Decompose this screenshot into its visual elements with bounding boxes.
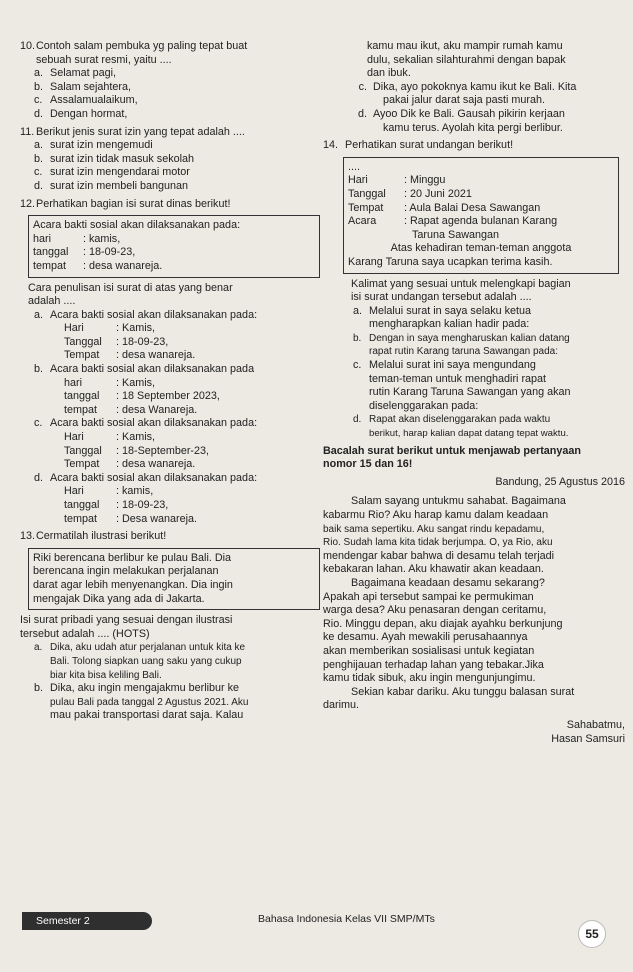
option-d[interactable]: d. Rapat akan diselenggarakan pada waktu berikut, harap kalian dapat datang tepat waktu. (353, 414, 569, 440)
option-b[interactable]: Salam sejahtera, (50, 80, 132, 93)
option-a[interactable]: surat izin mengemudi (50, 139, 153, 152)
option-a[interactable]: a. Acara bakti sosial akan dilaksanakan pada: Hari : Kamis, Tanggal : 18-09-23, Tempat : desa wanareja. (34, 308, 258, 362)
illustration-box: Riki berencana berlibur ke pulau Bali. Dia berencana ingin melakukan perjalanan darat agar lebih menyenangkan. Dia ingin mengajak Dika yang ada di Jakarta. (28, 548, 320, 610)
option-d[interactable]: Dengan hormat, (50, 107, 128, 120)
question-12: 12.Perhatikan bagian isi surat dinas berikut! Acara bakti sosial akan dilaksanakan pada: hari : kamis, tanggal : 18-09-23, tempat : desa wanareja. Cara penulisan isi surat di atas yang benar adalah .... a. Acara bakti sosial akan dilaksanakan pada: Hari : Kamis, Tanggal : 18-09-23, Tempat : desa wanareja. b. Acara bakti sosial akan dilaksanakan pada hari : Kamis, tanggal : 18 September 2023, tempat : desa Wanareja. c. Acara bakti sosial akan dilaksanakan pada: Hari : Kamis, Tanggal : 18-September-23, Tempat : desa wanareja. d. Acara bakti sosial akan dilaksanakan pada: Hari : kamis, tanggal : 18-09-23, tempat : Desa wanareja. (20, 198, 320, 527)
option-c[interactable]: Assalamualaikum, (50, 94, 138, 107)
option-c[interactable]: surat izin mengendarai motor (50, 166, 190, 179)
book-title: Bahasa Indonesia Kelas VII SMP/MTs (258, 913, 435, 925)
closing: Sahabatmu, (566, 718, 625, 731)
option-d[interactable]: d. Acara bakti sosial akan dilaksanakan pada: Hari : kamis, tanggal : 18-09-23, tempat : Desa wanareja. (34, 471, 258, 525)
q13-option-d[interactable]: d. Ayoo Dik ke Bali. Gausah pikirin kerjaan kamu terus. Ayolah kita pergi berlibur. (357, 107, 565, 134)
option-a[interactable]: a. Melalui surat in saya selaku ketua mengharapkan kalian hadir pada: (353, 304, 532, 331)
place-date: Bandung, 25 Agustus 2016 (495, 475, 625, 488)
question-10: 10.Contoh salam pembuka yg paling tepat buat sebuah surat resmi, yaitu .... a. Selamat pagi, b. Salam sejahtera, c. Assalamualaikum, d. Dengan hormat, (20, 40, 248, 120)
option-a[interactable]: Selamat pagi, (50, 67, 117, 80)
reading-passage: Bacalah surat berikut untuk menjawab pertanyaan nomor 15 dan 16! Bandung, 25 Agustus 2016 Salam sayang untukmu sahabat. Bagaimana kabarmu Rio? Aku harap kamu dalam keadaan baik sama sepertiku. Aku sangat rindu kepadamu, Rio. Sudah lama kita tidak berjumpa. O, ya Rio, aku mendengar kabar bahwa di desamu telah terjadi kebakaran lahan. Aku khawatir akan keadaan. Bagaimana keadaan desamu sekarang? Apakah api tersebut sampai ke permukiman warga desa? Aku penasaran dengan ceritamu, Rio. Minggu depan, aku diajak ayahku berkunjung ke desamu. Ayah mewakili perusahaannya akan memberikan sosialisasi untuk kegiatan penghijauan terhadap lahan yang tebakar.Jika kamu tidak sibuk, aku ingin mengunjungimu. Sekian kabar dariku. Aku tunggu balasan surat darimu. Sahabatmu, Hasan Samsuri (323, 444, 625, 745)
question-13: 13.Cermatilah ilustrasi berikut! Riki berencana berlibur ke pulau Bali. Dia berencana ingin melakukan perjalanan darat agar lebih menyenangkan. Dia ingin mengajak Dika yang ada di Jakarta. Isi surat pribadi yang sesuai dengan ilustrasi tersebut adalah .... (HOTS) a. Dika, aku udah atur perjalanan untuk kita ke Bali. Tolong siapkan uang saku yang cukup biar kita bisa keliling Bali. b. Dika, aku ingin mengajakmu berlibur ke pulau Bali pada tanggal 2 Agustus 2021. Aku mau pakai transportasi darat saja. Kalau (20, 530, 320, 723)
left-column (20, 40, 320, 723)
q13-option-b-continued[interactable]: kamu mau ikut, aku mampir rumah kamu dulu, sekalian silahturahmi dengan bapak dan ibuk. (367, 40, 566, 80)
question-14: 14. Perhatikan surat undangan berikut! .... Hari : Minggu Tanggal : 20 Juni 2021 Tempat : Aula Balai Desa Sawangan Acara : Rapat agenda bulanan Karang Taruna Sawangan Atas kehadiran teman-teman anggota Karang Taruna saya ucapkan terima kasih. Kalimat yang sesuai untuk melengkapi bagian isi surat undangan tersebut adalah .... a. Melalui surat in saya selaku ketua mengharapkan kalian hadir pada: b. Dengan in saya mengharuskan kalian datang rapat rutin Karang taruna Sawangan pada: c. Melalui surat ini saya mengundang teman-teman untuk menghadiri rapat rutin Karang Taruna Sawangan yang akan diselenggarakan pada: d. Rapat akan diselenggarakan pada waktu berikut, harap kalian dapat datang tepat waktu. (323, 139, 625, 440)
instruction: Bacalah surat berikut untuk menjawab pertanyaan (323, 444, 582, 457)
q13-option-c[interactable]: c. Dika, ayo pokoknya kamu ikut ke Bali. Kita pakai jalur darat saja pasti murah. (358, 80, 577, 107)
paragraph-1: Salam sayang untukmu sahabat. Bagaimana kabarmu Rio? Aku harap kamu dalam keadaan baik sama sepertiku. Aku sangat rindu kepadamu, Rio. Sudah lama kita tidak berjumpa. O, ya Rio, aku mendengar kabar bahwa di desamu telah terjadi kebakaran lahan. Aku khawatir akan keadaan. (323, 495, 566, 576)
option-b[interactable]: surat izin tidak masuk sekolah (50, 152, 195, 165)
option-b[interactable]: b. Dika, aku ingin mengajakmu berlibur ke pulau Bali pada tanggal 2 Agustus 2021. Aku mau pakai transportasi darat saja. Kalau (34, 682, 249, 722)
option-a[interactable]: a. Dika, aku udah atur perjalanan untuk kita ke Bali. Tolong siapkan uang saku yang cukup biar kita bisa keliling Bali. (34, 642, 246, 681)
right-column (323, 40, 625, 746)
option-c[interactable]: c. Acara bakti sosial akan dilaksanakan pada: Hari : Kamis, Tanggal : 18-September-23, Tempat : desa wanareja. (34, 417, 258, 471)
letter-excerpt-box: Acara bakti sosial akan dilaksanakan pada: hari : kamis, tanggal : 18-09-23, tempat : desa wanareja. (28, 215, 320, 277)
semester-tab: Semester 2 (22, 912, 152, 930)
sender: Hasan Samsuri (551, 732, 625, 745)
option-b[interactable]: b. Dengan in saya mengharuskan kalian datang rapat rutin Karang taruna Sawangan pada: (353, 332, 570, 358)
option-b[interactable]: b. Acara bakti sosial akan dilaksanakan pada hari : Kamis, tanggal : 18 September 2023, tempat : desa Wanareja. (34, 363, 255, 416)
option-d[interactable]: surat izin membeli bangunan (50, 179, 189, 192)
page-number: 55 (578, 920, 606, 948)
option-c[interactable]: c. Melalui surat ini saya mengundang teman-teman untuk menghadiri rapat rutin Karang Taruna Sawangan yang akan diselenggarakan pada: (353, 359, 571, 412)
paragraph-2: Bagaimana keadaan desamu sekarang? Apakah api tersebut sampai ke permukiman warga desa? Aku penasaran dengan ceritamu, Rio. Minggu depan, aku diajak ayahku berkunjung ke desamu. Ayah mewakili perusahaannya akan memberikan sosialisasi untuk kegiatan penghijauan terhadap lahan yang tebakar.Jika kamu tidak sibuk, aku ingin mengunjungimu. (323, 576, 563, 685)
invitation-box: .... Hari : Minggu Tanggal : 20 Juni 2021 Tempat : Aula Balai Desa Sawangan Acara : Rapat agenda bulanan Karang Taruna Sawangan Atas kehadiran teman-teman anggota Karang Taruna saya ucapkan terima kasih. (343, 157, 619, 274)
question-11: 11. Berikut jenis surat izin yang tepat adalah .... a. surat izin mengemudi b. surat izin tidak masuk sekolah c. surat izin mengendarai motor d. surat izin membeli bangunan (20, 125, 245, 192)
paragraph-3: Sekian kabar dariku. Aku tunggu balasan surat darimu. (323, 685, 575, 712)
